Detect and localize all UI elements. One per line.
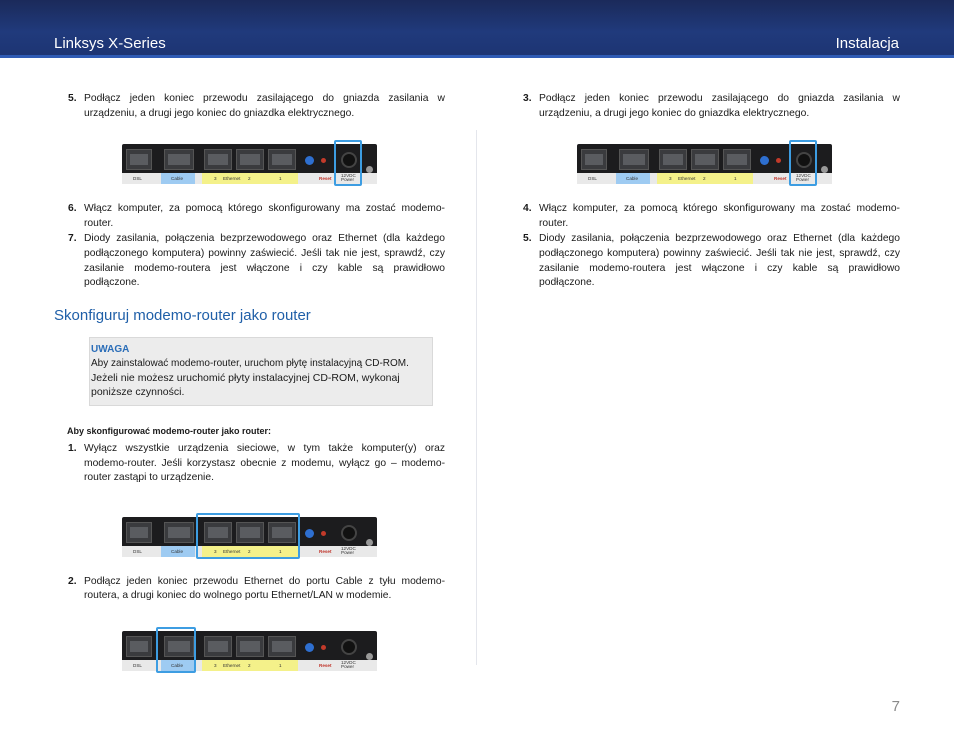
power-label: 12VDC Power <box>796 173 811 183</box>
list-text: Diody zasilania, połączenia bezprzewodowego oraz Ethernet (dla każdego podłączonego komputera) powinny zaświecić. Jeśli tak nie jest, sprawdź, czy zasilanie modemo-routera jest włączone i czy kable są prawidłowo podłączone. <box>539 233 900 289</box>
highlight-frame <box>334 140 362 186</box>
ethernet-label: Ethernet <box>223 176 241 182</box>
list-text: Włącz komputer, za pomocą którego skonfigurowany ma zostać modemo-router. <box>539 203 900 229</box>
section-heading: Skonfiguruj modemo-router jako router <box>54 306 311 324</box>
list-item <box>54 442 445 486</box>
power-switch-icon <box>821 166 828 173</box>
list-text: Włącz komputer, za pomocą którego skonfigurowany ma zostać modemo-router. <box>84 203 445 229</box>
power-switch-icon <box>366 166 373 173</box>
list-text: Podłącz jeden koniec przewodu zasilającego do gniazda zasilania w urządzeniu, a drugi jego koniec do gniazdka elektrycznego. <box>539 93 900 119</box>
ethernet-port-3 <box>204 636 232 657</box>
highlight-frame <box>156 627 196 673</box>
dsl-label: DSL <box>133 662 142 668</box>
wps-button-icon <box>760 156 769 165</box>
wps-button-icon <box>305 156 314 165</box>
reset-label: Reset <box>774 176 787 182</box>
cable-label: Cable <box>171 548 184 554</box>
power-socket-icon <box>341 525 357 541</box>
power-socket-icon <box>341 639 357 655</box>
power-switch-icon <box>366 539 373 546</box>
router-back-panel-image <box>122 631 377 671</box>
left-column <box>54 92 445 671</box>
reset-button-icon <box>776 158 781 163</box>
port-3-label: 3 <box>214 662 217 668</box>
port-3-label: 3 <box>214 548 217 554</box>
cable-label: Cable <box>171 176 184 182</box>
reset-button-icon <box>321 645 326 650</box>
list-text: Podłącz jeden koniec przewodu zasilającego do gniazda zasilania w urządzeniu, a drugi jego koniec do gniazdka elektrycznego. <box>84 93 445 119</box>
dsl-port <box>126 149 152 170</box>
power-switch-icon <box>366 653 373 660</box>
dsl-label: DSL <box>588 176 597 182</box>
list-number: 4. <box>523 203 532 215</box>
list-number: 5. <box>523 233 532 245</box>
list-number: 7. <box>68 233 77 245</box>
power-label: 12VDC Power <box>341 659 356 669</box>
reset-label: Reset <box>319 176 332 182</box>
ethernet-port-3 <box>659 149 687 170</box>
reset-label: Reset <box>319 662 332 668</box>
ethernet-port-1 <box>268 149 296 170</box>
ethernet-port-2 <box>236 149 264 170</box>
list-item <box>54 92 445 121</box>
port-2-label: 2 <box>248 662 251 668</box>
port-2-label: 2 <box>248 548 251 554</box>
port-1-label: 1 <box>279 662 282 668</box>
reset-button-icon <box>321 158 326 163</box>
port-1-label: 1 <box>279 176 282 182</box>
reset-button-icon <box>321 531 326 536</box>
note-title: UWAGA <box>91 344 130 356</box>
header-section-name: Instalacja <box>835 35 899 52</box>
cable-label: Cable <box>626 176 639 182</box>
ethernet-port-2 <box>691 149 719 170</box>
list-number: 1. <box>68 442 77 454</box>
list-number: 3. <box>523 93 532 104</box>
list-item <box>509 202 900 231</box>
ethernet-label: Ethernet <box>223 548 241 554</box>
power-label: 12VDC Power <box>341 545 356 555</box>
ethernet-port-1 <box>268 636 296 657</box>
router-back-panel-image <box>577 144 832 184</box>
list-item <box>509 232 900 290</box>
highlight-frame <box>196 513 300 559</box>
column-divider <box>476 130 477 665</box>
dsl-port <box>126 636 152 657</box>
header-underline <box>0 55 954 58</box>
dsl-port <box>126 522 152 543</box>
right-column <box>509 92 900 291</box>
list-text: Podłącz jeden koniec przewodu Ethernet do portu Cable z tyłu modemo-routera, a drugi koniec do wolnego portu Ethernet/LAN w modemie. <box>84 575 445 602</box>
router-back-panel-image <box>122 517 377 557</box>
list-text: Diody zasilania, połączenia bezprzewodowego oraz Ethernet (dla każdego podłączonego komputera) powinny zaświecić. Jeśli tak nie jest, sprawdź, czy zasilanie modemo-routera jest włączone i czy kable są prawidłowo podłączone. <box>84 233 445 289</box>
list-item <box>54 232 445 290</box>
list-text: Wyłącz wszystkie urządzenia sieciowe, w tym także komputer(y) oraz modemo-router. Jeśli korzystasz obecnie z modemu, wyłącz go – modemo-router zastąpi to urządzenie. <box>84 442 445 484</box>
note-box <box>89 337 433 406</box>
port-1-label: 1 <box>734 176 737 182</box>
ethernet-port-2 <box>236 636 264 657</box>
procedure-subheading: Aby skonfigurować modemo-router jako router: <box>67 426 272 437</box>
ethernet-port-1 <box>723 149 751 170</box>
dsl-label: DSL <box>133 548 142 554</box>
highlight-frame <box>789 140 817 186</box>
list-item <box>54 575 445 604</box>
cable-label: Cable <box>171 662 184 668</box>
cable-port <box>619 149 649 170</box>
cable-port <box>164 149 194 170</box>
page-number: 7 <box>891 698 900 715</box>
ethernet-port-3 <box>204 149 232 170</box>
port-2-label: 2 <box>248 176 251 182</box>
ethernet-label: Ethernet <box>678 176 696 182</box>
router-back-panel-image <box>122 144 377 184</box>
wps-button-icon <box>305 643 314 652</box>
port-3-label: 3 <box>669 176 672 182</box>
dsl-port <box>581 149 607 170</box>
header-product-name: Linksys X-Series <box>54 35 166 52</box>
list-item <box>509 92 900 121</box>
wps-button-icon <box>305 529 314 538</box>
port-2-label: 2 <box>703 176 706 182</box>
list-number: 5. <box>68 93 77 104</box>
note-line: Jeżeli nie możesz uruchomić płyty instalacyjnej CD-ROM, wykonaj poniższe czynności. <box>91 372 400 399</box>
reset-label: Reset <box>319 548 332 554</box>
port-1-label: 1 <box>279 548 282 554</box>
dsl-label: DSL <box>133 176 142 182</box>
list-item <box>54 202 445 231</box>
page-header <box>0 0 954 58</box>
list-number: 2. <box>68 575 77 587</box>
note-line: Aby zainstalować modemo-router, uruchom płytę instalacyjną CD-ROM. <box>91 358 409 370</box>
ethernet-label: Ethernet <box>223 662 241 668</box>
list-number: 6. <box>68 203 77 215</box>
power-label: 12VDC Power <box>341 173 356 183</box>
port-3-label: 3 <box>214 176 217 182</box>
cable-port <box>164 522 194 543</box>
